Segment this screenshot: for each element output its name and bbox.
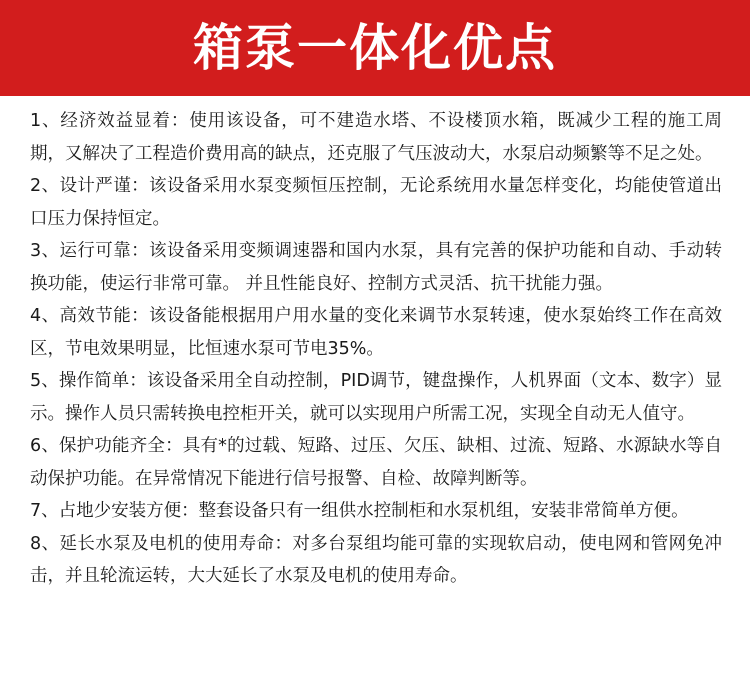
advantages-list bbox=[0, 96, 750, 593]
advantage-item-7: 7、占地少安装方便：整套设备只有一组供水控制柜和水泵机组，安装非常简单方便。 bbox=[30, 501, 689, 521]
advantage-item-4: 4、高效节能：该设备能根据用户用水量的变化来调节水泵转速，使水泵始终工作在高效区，节电效果明显，比恒速水泵可节电35%。 bbox=[30, 306, 722, 359]
page-title: 箱泵一体化优点 bbox=[193, 19, 557, 77]
advantage-item-3: 3、运行可靠：该设备采用变频调速器和国内水泵，具有完善的保护功能和自动、手动转换功能，使运行非常可靠。 并且性能良好、控制方式灵活、抗干扰能力强。 bbox=[30, 241, 722, 294]
advantage-item-5: 5、操作简单：该设备采用全自动控制，PID调节，键盘操作，人机界面（文本、数字）显示。操作人员只需转换电控柜开关，就可以实现用户所需工况，实现全自动无人值守。 bbox=[30, 371, 722, 424]
title-banner bbox=[0, 0, 750, 96]
advantage-item-8: 8、延长水泵及电机的使用寿命：对多台泵组均能可靠的实现软启动，使电网和管网免冲击，并且轮流运转，大大延长了水泵及电机的使用寿命。 bbox=[30, 533, 722, 586]
advantage-item-1: 1、经济效益显着：使用该设备，可不建造水塔、不设楼顶水箱，既减少工程的施工周期，又解决了工程造价费用高的缺点，还克服了气压波动大，水泵启动频繁等不足之处。 bbox=[30, 111, 722, 164]
advantage-item-2: 2、设计严谨：该设备采用水泵变频恒压控制，无论系统用水量怎样变化，均能使管道出口压力保持恒定。 bbox=[30, 176, 722, 229]
advantage-item-6: 6、保护功能齐全：具有*的过载、短路、过压、欠压、缺相、过流、短路、水源缺水等自动保护功能。在异常情况下能进行信号报警、自检、故障判断等。 bbox=[30, 436, 722, 489]
